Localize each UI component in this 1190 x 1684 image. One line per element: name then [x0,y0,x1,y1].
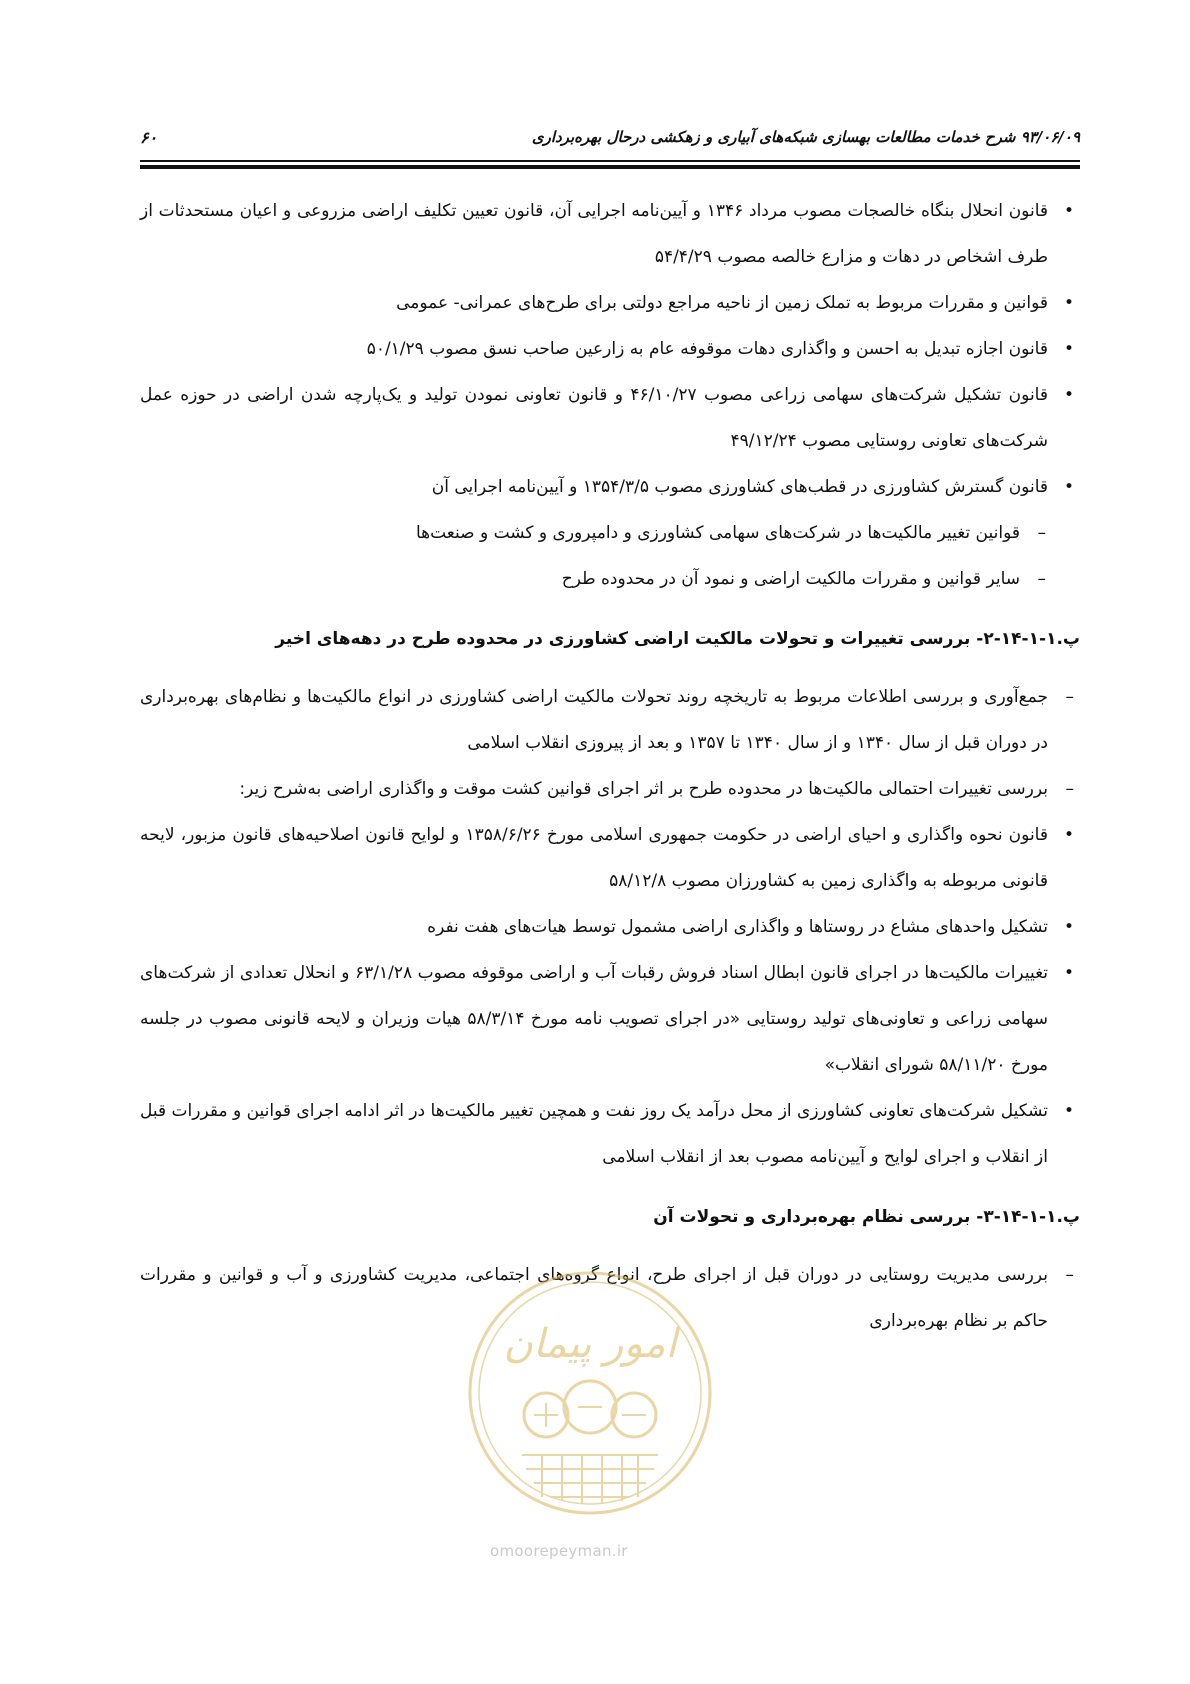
list-item [140,766,1080,812]
list-item-text: قانون گسترش کشاورزی در قطب‌های کشاورزی مصوب ۱۳۵۴/۳/۵ و آیین‌نامه اجرایی آن [431,477,1048,497]
section-2 [140,616,1080,1180]
section-1 [140,188,1080,602]
dash-marker: – [1065,779,1074,799]
list-item [140,904,1080,950]
list-item-text: قانون اجازه تبدیل به احسن و واگذاری دهات موقوفه عام به زارعین صاحب نسق مصوب ۵۰/۱/۲۹ [366,339,1048,359]
list-item [140,1088,1080,1180]
dash-marker: – [1065,1265,1074,1285]
page-header [140,128,1080,154]
watermark-logo [462,1265,718,1521]
list-item-text: قوانین تغییر مالکیت‌ها در شرکت‌های سهامی کشاورزی و دامپروری و کشت و صنعت‌ها [415,523,1020,543]
list-item [140,372,1080,464]
list-item [140,280,1080,326]
list-item [140,326,1080,372]
svg-text:امور پیمان: امور پیمان [503,1321,677,1367]
list-item-text: تشکیل واحدهای مشاع در روستاها و واگذاری اراضی مشمول توسط هیات‌های هفت نفره [427,917,1048,937]
bullet-marker: • [1063,963,1074,983]
list-item-text: قانون نحوه واگذاری و احیای اراضی در حکومت جمهوری اسلامی مورخ ۱۳۵۸/۶/۲۶ و لوایح قانون اصلاحیه‌های قانون مزبور، لایحه قانونی مربوطه به واگذاری زمین به کشاورزان مصوب ۵۸/۱۲/۸ [140,825,1048,891]
header-rule-thick [140,165,1080,169]
document-body [140,188,1080,1344]
section-heading: پ.۱-۱-۱۴-۳- بررسی نظام بهره‌برداری و تحولات آن [653,1207,1080,1227]
list-item-text: قانون انحلال بنگاه خالصجات مصوب مرداد ۱۳۴۶ و آیین‌نامه اجرایی آن، قانون تعیین تکلیف اراضی مزروعی و اعیان مستحدثات از طرف اشخاص در دهات و مزارع خالصه مصوب ۵۴/۴/۲۹ [140,201,1048,267]
list-item-text: تشکیل شرکت‌های تعاونی کشاورزی از محل درآمد یک روز نفت و همچین تغییر مالکیت‌ها در اثر ادامه اجرای قوانین و مقررات قبل از انقلاب و اجرای لوایح و آیین‌نامه مصوب بعد از انقلاب اسلامی [140,1101,1048,1167]
list-item [140,464,1080,510]
list-item [140,188,1080,280]
watermark-site: omoorepeyman.ir [490,1542,628,1560]
bullet-marker: • [1063,385,1074,405]
list-item-text: قانون تشکیل شرکت‌های سهامی زراعی مصوب ۴۶/۱۰/۲۷ و قانون تعاونی نمودن تولید و یک‌پارچه شدن اراضی در حوزه عمل شرکت‌های تعاونی روستایی مصوب ۴۹/۱۲/۲۴ [140,385,1048,451]
header-rule-thin [140,160,1080,162]
bullet-marker: • [1063,1101,1074,1121]
list-item-text: بررسی مدیریت روستایی در دوران قبل از اجرای طرح، انواع گروه‌های اجتماعی، مدیریت کشاورزی و آب و قوانین و مقررات حاکم بر نظام بهره‌برداری [140,1265,1048,1331]
list-item-text: جمع‌آوری و بررسی اطلاعات مربوط به تاریخچه روند تحولات مالکیت اراضی کشاورزی در انواع مالکیت‌ها و نظام‌های بهره‌برداری در دوران قبل از سال ۱۳۴۰ و از سال ۱۳۴۰ تا ۱۳۵۷ و بعد از پیروزی انقلاب اسلامی [140,687,1048,753]
dash-marker: – [1037,569,1046,589]
list-item-text: تغییرات مالکیت‌ها در اجرای قانون ابطال اسناد فروش رقبات آب و اراضی موقوفه مصوب ۶۳/۱/۲۸ و انحلال تعدادی از شرکت‌های سهامی زراعی و تعاونی‌های تولید روستایی «در اجرای تصویب نامه مورخ ۵۸/۳/۱۴ هیات وزیران و لایحه قانونی مصوب در جلسه مورخ ۵۸/۱۱/۲۰ شورای انقلاب» [140,963,1049,1075]
list-item [140,950,1080,1088]
dash-marker: – [1065,687,1074,707]
bullet-marker: • [1063,201,1074,221]
bullet-marker: • [1063,825,1074,845]
bullet-marker: • [1063,339,1074,359]
list-item-text: قوانین و مقررات مربوط به تملک زمین از ناحیه مراجع دولتی برای طرح‌های عمرانی- عمومی [396,293,1048,313]
list-item-text: بررسی تغییرات احتمالی مالکیت‌ها در محدوده طرح بر اثر اجرای قوانین کشت موقت و واگذاری اراضی به‌شرح زیر: [239,779,1048,799]
header-title: ۹۳/۰۶/۰۹ شرح خدمات مطالعات بهسازی شبکه‌های آبیاری و زهکشی درحال بهره‌برداری [531,128,1080,146]
list-item [140,556,1080,602]
list-item-text: سایر قوانین و مقررات مالکیت اراضی و نمود آن در محدوده طرح [561,569,1020,589]
page-number: ۶۰ [140,128,158,147]
bullet-marker: • [1063,293,1074,313]
section-heading: پ.۱-۱-۱۴-۲- بررسی تغییرات و تحولات مالکیت اراضی کشاورزی در محدوده طرح در دهه‌های اخیر [275,629,1080,649]
list-item [140,674,1080,766]
dash-marker: – [1037,523,1046,543]
bullet-marker: • [1063,477,1074,497]
list-item [140,510,1080,556]
bullet-marker: • [1063,917,1074,937]
list-item [140,812,1080,904]
